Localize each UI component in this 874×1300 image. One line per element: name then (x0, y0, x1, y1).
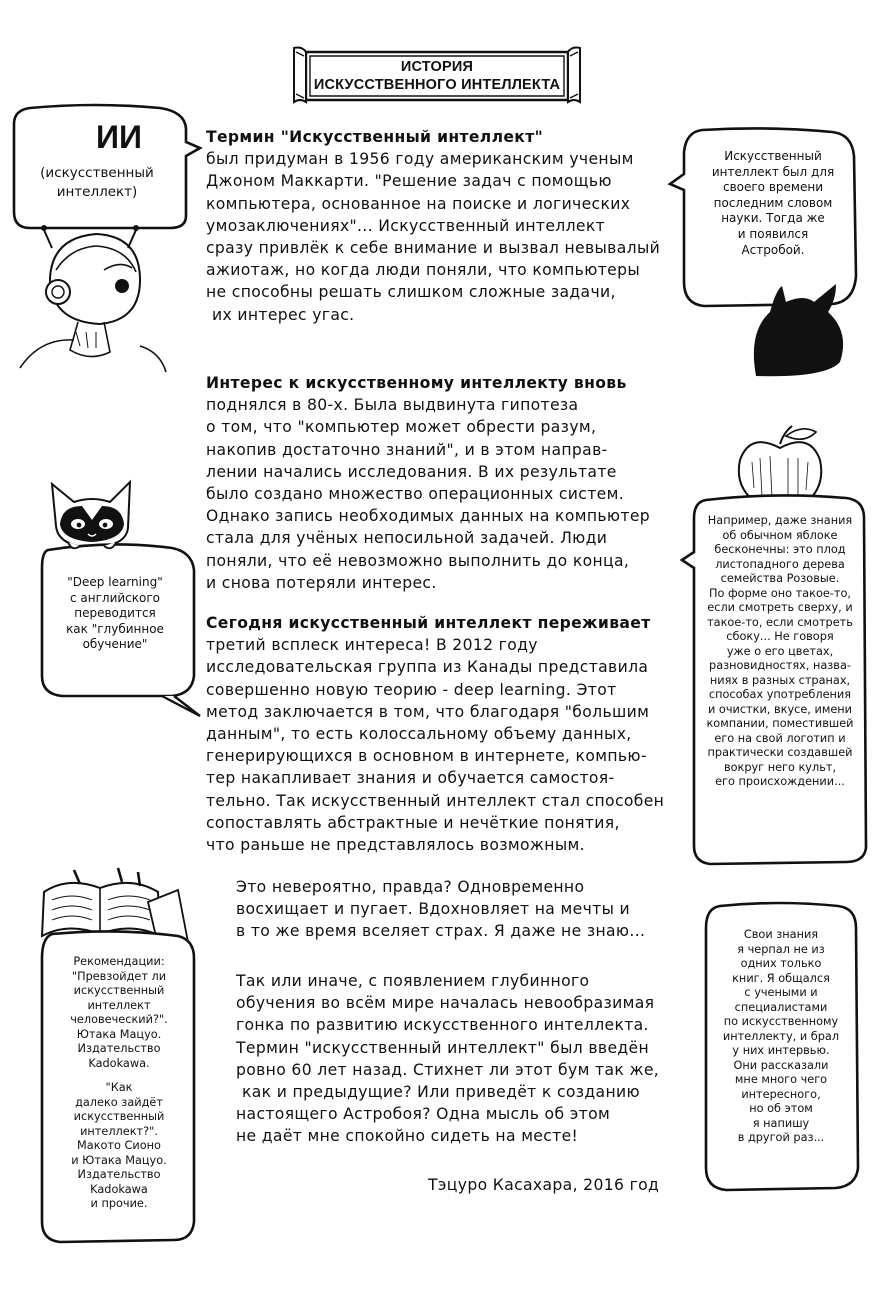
paragraph-1 (206, 126, 660, 326)
knowledge-bubble-line: интеллекту, и брал (722, 1029, 840, 1043)
books-bubble-line: Макото Сионо (77, 1139, 161, 1152)
paragraph-line: и снова потеряли интерес. (206, 573, 437, 592)
paragraph-line: накопив достаточно знаний", и в этом направ- (206, 440, 608, 459)
author-signature: Тэцуро Касахара, 2016 год (428, 1176, 660, 1194)
apple-bubble-line: такое-то, если смотреть (707, 615, 853, 629)
apple-bubble-line: его на свой логотип и (714, 731, 846, 745)
deep-learning-bubble-text (42, 575, 188, 653)
paragraph-line: в то же время вселяет страх. Я даже не знаю... (236, 922, 646, 941)
books-bubble-line: и Ютака Мацуо. (71, 1153, 167, 1167)
astroboy-bubble-line: последним словом (713, 195, 833, 210)
knowledge-bubble-line: но об этом (749, 1102, 813, 1115)
robot-girl-icon (20, 225, 166, 372)
deep-learning-line: переводится (74, 606, 156, 621)
books-bubble-line: человеческий?". (70, 1013, 168, 1026)
books-bubble-line: Рекомендации: (73, 955, 165, 968)
apple-bubble-line: разновидностях, назва- (709, 659, 851, 672)
apple-bubble-line: способах употребления (708, 688, 852, 701)
knowledge-bubble-line: с учеными и (744, 986, 818, 999)
apple-bubble-line: сбоку... Не говоря (726, 630, 834, 643)
books-bubble-line: интеллект?". (80, 1124, 158, 1138)
paragraph-line: поднялся в 80-х. Была выдвинута гипотеза (206, 396, 579, 415)
apple-bubble-text (690, 514, 870, 790)
paragraph-5 (236, 970, 659, 1148)
paragraph-line: настоящего Астробоя? Одна мысль об этом (236, 1105, 611, 1124)
books-bubble-line: искусственный (73, 1110, 165, 1123)
paragraph-line: генерирующихся в основном в интернете, компью- (206, 747, 647, 766)
deep-learning-line: обучение" (82, 637, 148, 652)
astroboy-bubble-line: и появился (737, 226, 809, 241)
apple-bubble-line: уже о его цветах, (726, 644, 834, 658)
apple-bubble-line: вокруг него культ, (723, 760, 837, 774)
paragraph-3 (206, 612, 664, 856)
astroboy-bubble-line: Искусственный (724, 149, 822, 163)
books-bubble-line: Kadokawa (90, 1182, 148, 1196)
books-bubble-line: далеко зайдёт (75, 1095, 163, 1109)
paragraph-4 (236, 876, 645, 943)
knowledge-bubble-line: одних только (740, 957, 822, 970)
paragraph-line: Термин "искусственный интеллект" был введён (236, 1038, 650, 1057)
apple-bubble-line: и очистки, вкусе, имени (707, 702, 853, 716)
paragraph-line: сопоставлять абстрактные и нечёткие понятия, (206, 813, 620, 832)
paragraph-line: поняли, что её невозможно выполнить до конца, (206, 551, 630, 570)
paragraph-line: компьютера, основанное на поиске и логических (206, 194, 631, 213)
deep-learning-line: с английского (69, 590, 161, 605)
paragraph-line: стала для учёных непосильной задачей. Люди (206, 529, 608, 548)
apple-bubble-line: практически создавшей (707, 746, 853, 759)
books-bubble-line: Издательство (77, 1168, 161, 1181)
knowledge-bubble-line: книг. Я общался (732, 971, 830, 985)
apple-bubble-line: Например, даже знания (707, 514, 853, 527)
knowledge-bubble-line: специалистами (734, 1000, 828, 1014)
paragraph-line: Это невероятно, правда? Одновременно (236, 878, 585, 896)
paragraph-line: умозаключениях"... Искусственный интеллект (206, 216, 606, 235)
apple-bubble-line: его происхождении... (715, 775, 845, 788)
paragraph-line: как и предыдущие? Или приведёт к созданию (242, 1083, 640, 1102)
paragraph-line: совершенно новую теорию - deep learning. Этот (206, 680, 617, 699)
paragraph-line: Термин "Искусственный интеллект" (206, 128, 544, 146)
paragraph-line: тер накапливает знания и обучается самостоя- (206, 769, 615, 788)
books-bubble-line: искусственный (73, 984, 165, 997)
paragraph-line: Сегодня искусственный интеллект переживает (206, 614, 651, 632)
paragraph-line: Интерес к искусственному интеллекту вновь (206, 374, 627, 392)
books-bubble-line: и прочие. (90, 1197, 148, 1210)
cat-icon (52, 482, 130, 548)
ai-bubble-caption (22, 164, 172, 202)
knowledge-bubble-line: Они рассказали (733, 1058, 829, 1072)
knowledge-bubble-line: Свои знания (743, 928, 819, 941)
paragraph-line: гонка по развитию искусственного интеллекта. (236, 1016, 649, 1035)
page-title (292, 58, 582, 94)
books-bubble-spacer (44, 1071, 194, 1081)
ai-bubble-line: (искусственный (40, 165, 154, 181)
paragraph-2 (206, 372, 650, 594)
books-bubble-line: Ютака Мацуо. (76, 1027, 162, 1041)
astroboy-bubble-line: интеллект был для (711, 164, 835, 179)
paragraph-line: был придуман в 1956 году американским ученым (206, 150, 634, 169)
ai-bubble-line: интеллект) (56, 184, 138, 200)
paragraph-line: метод заключается в том, что благодаря "большим (206, 702, 650, 721)
astroboy-bubble-line: науки. Тогда же (721, 211, 825, 226)
title-line-1: ИСТОРИЯ (400, 59, 474, 75)
title-line-2: ИСКУССТВЕННОГО ИНТЕЛЛЕКТА (313, 77, 561, 93)
paragraph-line: восхищает и пугает. Вдохновляет на мечты и (236, 900, 631, 919)
paragraph-line: данным", то есть колоссальному объему данных, (206, 725, 632, 744)
paragraph-line: третий всплеск интереса! В 2012 году (206, 636, 538, 655)
paragraph-line: их интерес угас. (212, 305, 355, 324)
astroboy-bubble-line: своего времени (722, 180, 823, 195)
deep-learning-line: как "глубинное (66, 621, 164, 636)
apple-bubble-line: семейства Розовые. (720, 572, 840, 585)
books-bubble-line: "Как (105, 1081, 133, 1094)
knowledge-bubble-line: интересного, (741, 1087, 821, 1101)
paragraph-line: Так или иначе, с появлением глубинного (236, 972, 590, 990)
paragraph-line: лении начались исследования. В их результате (206, 462, 617, 481)
ai-abbreviation: ИИ (96, 119, 142, 155)
books-bubble-line: интеллект (87, 998, 151, 1012)
apple-bubble-line: бесконечны: это плод (714, 543, 846, 556)
paragraph-line: сразу привлёк к себе внимание и вызвал невывалый (206, 239, 661, 258)
apple-bubble-line: компании, поместившей (706, 717, 854, 730)
knowledge-bubble-line: я черпал не из (737, 942, 825, 956)
books-bubble-line: Издательство (77, 1042, 161, 1055)
astroboy-bubble-text (690, 149, 856, 258)
knowledge-bubble-line: я напишу (752, 1116, 810, 1130)
apple-bubble-line: По форме оно такое-то, (709, 586, 851, 600)
paragraph-line: не способны решать слишком сложные задачи, (206, 283, 616, 302)
knowledge-bubble-line: по искусственному (723, 1015, 839, 1028)
paragraph-line: исследовательская группа из Канады представила (206, 658, 649, 677)
knowledge-bubble-line: мне много чего (734, 1073, 828, 1086)
paragraph-line: тельно. Так искусственный интеллект стал способен (206, 791, 665, 810)
knowledge-bubble-line: у них интервью. (732, 1044, 830, 1057)
apple-bubble-line: если смотреть сверху, и (707, 601, 853, 614)
books-bubble-line: "Превзойдет ли (71, 969, 167, 983)
paragraph-line: ровно 60 лет назад. Стихнет ли этот бум так же, (236, 1060, 660, 1079)
paragraph-line: Джоном Маккарти. "Решение задач с помощью (206, 172, 612, 191)
title-scroll-banner (292, 44, 582, 106)
knowledge-bubble-line: в другой раз... (737, 1131, 825, 1144)
apple-bubble-line: ниях в разных странах, (709, 673, 851, 687)
paragraph-line: было создано множество операционных систем. (206, 485, 625, 504)
paragraph-line: о том, что "компьютер может обрести разум, (206, 418, 597, 437)
paragraph-line: обучения во всём мире началась невообразимая (236, 994, 655, 1013)
apple-bubble-line: листопадного дерева (715, 557, 845, 571)
books-bubble-line: Kadokawa. (88, 1056, 150, 1070)
deep-learning-line: "Deep learning" (67, 575, 163, 589)
paragraph-line: Однако запись необходимых данных на компьютер (206, 507, 651, 526)
paragraph-line: что раньше не представлялось возможным. (206, 836, 585, 855)
astroboy-bubble-line: Астробой. (741, 242, 805, 257)
paragraph-line: не даёт мне спокойно сидеть на месте! (236, 1127, 579, 1146)
apple-bubble-line: об обычном яблоке (722, 528, 838, 542)
books-bubble-text (44, 955, 194, 1212)
knowledge-bubble-text (702, 928, 860, 1146)
paragraph-line: ажиотаж, но когда люди поняли, что компьютеры (206, 261, 640, 280)
